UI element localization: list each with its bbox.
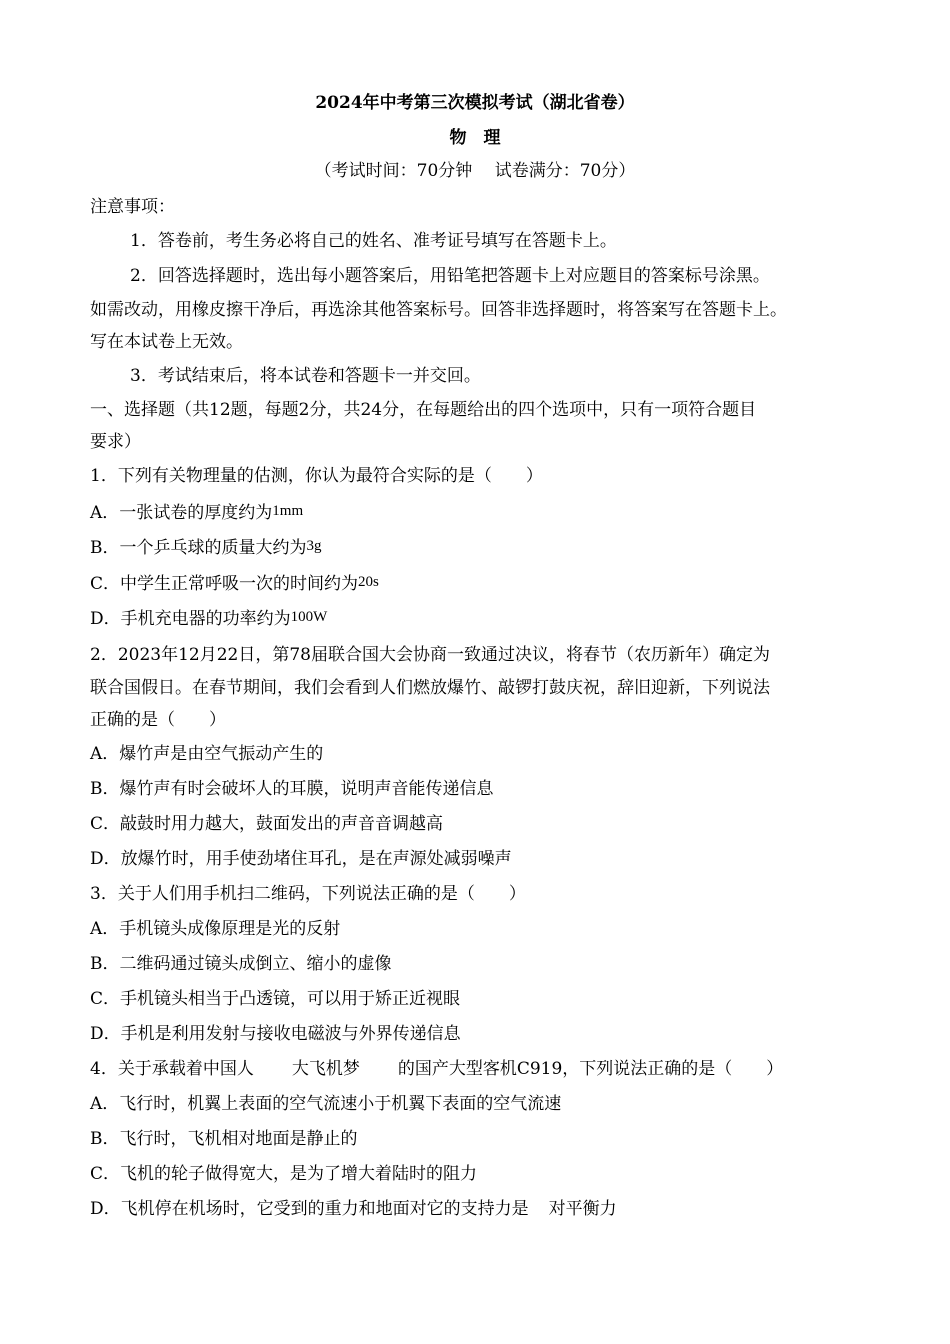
question-3-option-d: D．手机是利用发射与接收电磁波与外界传递信息: [90, 1024, 461, 1044]
question-4-option-b: B．飞行时，飞机相对地面是静止的: [90, 1129, 358, 1149]
question-2-option-a: A．爆竹声是由空气振动产生的: [90, 744, 324, 764]
question-4-option-c: C．飞机的轮子做得宽大，是为了增大着陆时的阻力: [90, 1164, 478, 1184]
notice-item-2-line-2: 如需改动，用橡皮擦干净后，再选涂其他答案标号。回答非选择题时，将答案写在答题卡上。: [90, 300, 787, 320]
question-2-stem-line-3: 正确的是（ ）: [90, 710, 226, 730]
question-2-stem-line-2: 联合国假日。在春节期间，我们会看到人们燃放爆竹、敲锣打鼓庆祝，辞旧迎新，下列说法: [90, 678, 770, 698]
notice-item-1: 1．答卷前，考生务必将自己的姓名、准考证号填写在答题卡上。: [130, 231, 617, 251]
stem-part: 4．关于承载着中国人: [90, 1059, 254, 1079]
option-text: D．飞机停在机场时，它受到的重力和地面对它的支持力是: [90, 1199, 529, 1219]
question-3-option-b: B．二维码通过镜头成倒立、缩小的虚像: [90, 954, 392, 974]
exam-title: 2024年中考第三次模拟考试（湖北省卷）: [315, 93, 635, 113]
notice-item-3: 3．考试结束后，将本试卷和答题卡一并交回。: [130, 366, 481, 386]
notice-heading: 注意事项：: [90, 197, 175, 217]
question-3-stem: 3．关于人们用手机扫二维码，下列说法正确的是（ ）: [90, 884, 526, 904]
question-1-option-a: [90, 499, 303, 525]
question-3-option-c: C．手机镜头相当于凸透镜，可以用于矫正近视眼: [90, 989, 461, 1009]
option-text: A．一张试卷的厚度约为: [90, 503, 273, 523]
question-2-option-c: C．敲鼓时用力越大，鼓面发出的声音音调越高: [90, 814, 444, 834]
subject-title: 物 理: [449, 128, 501, 148]
question-4-stem: [90, 1057, 783, 1081]
question-1-option-c: [90, 570, 379, 596]
question-4-option-a: A．飞行时，机翼上表面的空气流速小于机翼下表面的空气流速: [90, 1094, 562, 1114]
question-2-option-d: D．放爆竹时，用手使劲堵住耳孔，是在声源处减弱噪声: [90, 849, 512, 869]
question-4-option-d: [90, 1197, 617, 1221]
notice-item-2-line-1: 2．回答选择题时，选出每小题答案后，用铅笔把答题卡上对应题目的答案标号涂黑。: [130, 266, 770, 286]
section-heading-line-1: 一、选择题（共12题，每题2分，共24分，在每题给出的四个选项中，只有一项符合题目: [90, 400, 757, 420]
stem-part: 的国产大型客机C919，下列说法正确的是（ ）: [397, 1059, 784, 1079]
option-text: B．一个乒乓球的质量大约为: [90, 538, 307, 558]
notice-item-2-line-3: 写在本试卷上无效。: [90, 332, 243, 352]
question-1-option-d: [90, 605, 327, 631]
option-unit: 3g: [306, 538, 322, 554]
question-3-option-a: A．手机镜头成像原理是光的反射: [90, 919, 341, 939]
question-2-option-b: B．爆竹声有时会破坏人的耳膜，说明声音能传递信息: [90, 779, 494, 799]
option-unit: 20s: [358, 574, 379, 590]
question-1-stem: 1．下列有关物理量的估测，你认为最符合实际的是（ ）: [90, 466, 543, 486]
option-text: 对平衡力: [548, 1199, 617, 1219]
stem-quote: 大飞机梦: [291, 1059, 360, 1079]
option-unit: 1mm: [272, 503, 304, 519]
section-heading-line-2: 要求）: [90, 432, 141, 452]
exam-info: （考试时间：70分钟 试卷满分：70分）: [314, 161, 636, 181]
option-text: D．手机充电器的功率约为: [90, 609, 291, 629]
option-text: C．中学生正常呼吸一次的时间约为: [90, 574, 359, 594]
option-unit: 100W: [290, 609, 328, 625]
question-2-stem-line-1: 2．2023年12月22日，第78届联合国大会协商一致通过决议，将春节（农历新年）确定为: [90, 645, 770, 665]
question-1-option-b: [90, 534, 322, 560]
